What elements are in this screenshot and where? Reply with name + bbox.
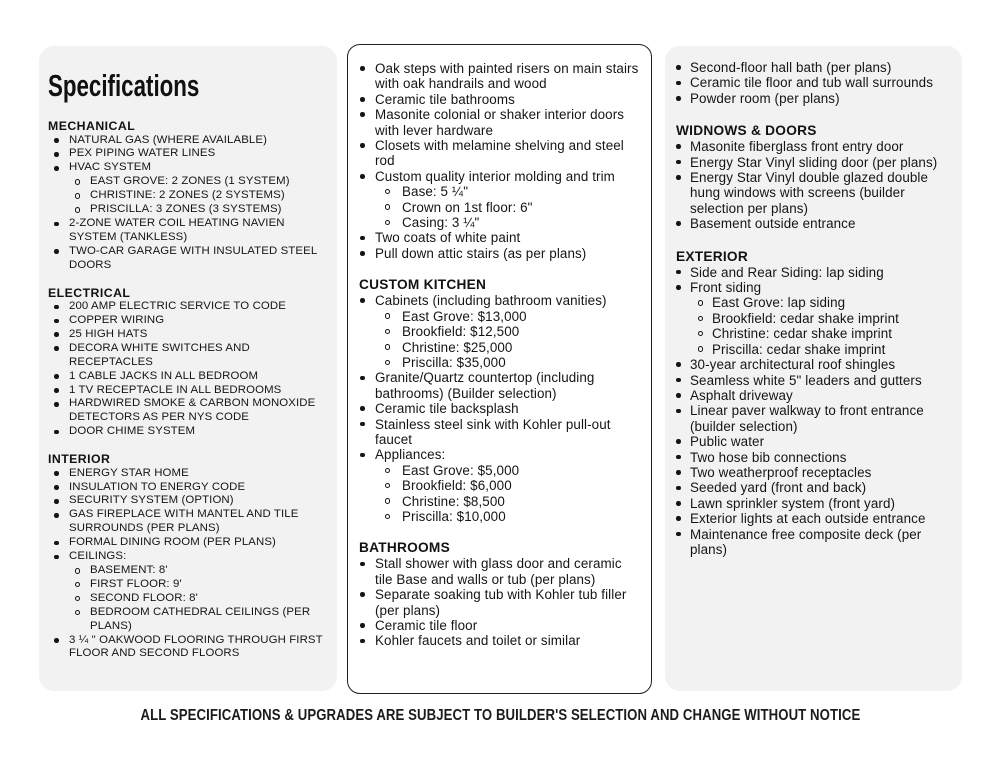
sub-bullet-icon <box>75 175 90 185</box>
sub-list-item <box>48 189 333 203</box>
bullet-icon <box>48 217 69 226</box>
list-item <box>676 216 957 231</box>
bullet-icon <box>359 618 375 628</box>
list-item <box>48 300 333 314</box>
list-item-text: Pull down attic stairs (as per plans) <box>375 245 587 261</box>
list-item-text: 30-year architectural roof shingles <box>690 357 896 373</box>
list-item-text: Energy Star Vinyl sliding door (per plans) <box>690 154 938 170</box>
sub-bullet-icon <box>385 355 402 365</box>
list-item <box>48 134 333 148</box>
sub-list-item <box>359 340 642 355</box>
sub-list-item <box>359 309 642 324</box>
bullet-icon <box>359 61 375 71</box>
list-item-text: Lawn sprinkler system (front yard) <box>690 495 896 511</box>
bullet-icon <box>359 370 375 380</box>
sub-bullet-icon <box>385 184 402 194</box>
list-item <box>676 388 957 403</box>
list-item-text: Base: 5 ¼" <box>402 184 469 200</box>
list-item <box>359 138 642 169</box>
list-item-text: Ceramic tile bathrooms <box>375 91 515 107</box>
bullet-icon <box>359 447 375 457</box>
bullet-icon <box>48 370 69 379</box>
bullet-icon <box>676 434 690 444</box>
list-item <box>359 169 642 184</box>
footer-disclaimer <box>0 707 1000 725</box>
list-item-text: Public water <box>690 434 765 450</box>
sub-list-item <box>676 311 957 326</box>
list-item-text: Asphalt driveway <box>690 387 793 403</box>
section <box>359 61 642 261</box>
list-item <box>48 397 333 425</box>
bullet-icon <box>676 527 690 537</box>
sub-list-item <box>48 592 333 606</box>
bullet-icon <box>676 91 690 101</box>
list-item-text: Separate soaking tub with Kohler tub filler (per plans) <box>375 587 627 618</box>
list-item <box>359 587 642 618</box>
bullet-icon <box>48 134 69 143</box>
list-item-text: 1 CABLE JACKS IN ALL BEDROOM <box>69 369 259 382</box>
list-item-text: DECORA WHITE SWITCHES AND RECEPTACLES <box>69 341 250 368</box>
section <box>48 119 333 273</box>
list-item-text: Second-floor hall bath (per plans) <box>690 60 892 75</box>
bullet-icon <box>359 556 375 566</box>
bullet-icon <box>48 384 69 393</box>
list-item-text: 200 AMP ELECTRIC SERVICE TO CODE <box>69 300 286 313</box>
list-item <box>676 155 957 170</box>
list-item <box>359 401 642 416</box>
list-item-text: Stall shower with glass door and ceramic tile Base and walls or tub (per plans) <box>375 556 622 587</box>
list-item-text: Seeded yard (front and back) <box>690 480 867 496</box>
bullet-icon <box>48 550 69 559</box>
list-item <box>676 280 957 295</box>
list-item <box>359 107 642 138</box>
bullet-icon <box>48 314 69 323</box>
page-title: Specifications <box>48 68 200 103</box>
sub-bullet-icon <box>698 295 712 305</box>
list-item-text: TWO-CAR GARAGE WITH INSULATED STEEL DOORS <box>69 244 317 271</box>
bullet-list <box>48 467 333 662</box>
section-header: EXTERIOR <box>676 248 748 264</box>
list-item <box>359 633 642 648</box>
bullet-icon <box>676 373 690 383</box>
section-header: WIDNOWS & DOORS <box>676 123 817 139</box>
list-item-text: Energy Star Vinyl double glazed double hung windows with screens (builder selection per plans) <box>690 170 929 216</box>
list-item <box>359 370 642 401</box>
list-item <box>676 60 957 75</box>
list-item-text: NATURAL GAS (WHERE AVAILABLE) <box>69 133 268 146</box>
list-item-text: GAS FIREPLACE WITH MANTEL AND TILE SURROUNDS (PER PLANS) <box>69 508 299 535</box>
list-item-text: Brookfield: $6,000 <box>402 478 512 494</box>
list-item-text: Custom quality interior molding and trim <box>375 168 615 184</box>
bullet-icon <box>359 246 375 256</box>
bullet-icon <box>48 536 69 545</box>
sub-list-item <box>359 184 642 199</box>
section-header: CUSTOM KITCHEN <box>359 277 487 293</box>
list-item <box>48 550 333 564</box>
sub-list-item <box>48 203 333 217</box>
list-item-text: CHRISTINE: 2 ZONES (2 SYSTEMS) <box>90 189 285 202</box>
list-item-text: COPPER WIRING <box>69 313 165 326</box>
section-header: BATHROOMS <box>359 540 450 556</box>
list-item <box>48 314 333 328</box>
bullet-icon <box>676 465 690 475</box>
list-item <box>676 511 957 526</box>
list-item-text: East Grove: $5,000 <box>402 462 520 478</box>
bullet-icon <box>676 388 690 398</box>
list-item <box>48 481 333 495</box>
list-item-text: Stainless steel sink with Kohler pull-out faucet <box>375 416 611 447</box>
list-item-text: DOOR CHIME SYSTEM <box>69 425 196 438</box>
bullet-icon <box>48 328 69 337</box>
bullet-list <box>359 293 642 524</box>
sub-list-item <box>676 295 957 310</box>
sub-bullet-icon <box>75 578 90 588</box>
list-item-text: Two weatherproof receptacles <box>690 464 872 480</box>
list-item <box>48 161 333 175</box>
sub-bullet-icon <box>698 326 712 336</box>
list-item <box>676 75 957 90</box>
list-item <box>359 61 642 92</box>
sub-list-item <box>359 200 642 215</box>
sub-list-item <box>359 463 642 478</box>
list-item <box>359 293 642 308</box>
list-item-text: Maintenance free composite deck (per plans) <box>690 526 922 557</box>
list-item <box>48 217 333 245</box>
list-item <box>48 634 333 662</box>
list-item <box>676 91 957 106</box>
list-item-text: Priscilla: $10,000 <box>402 508 506 524</box>
sub-list-item <box>359 355 642 370</box>
bullet-icon <box>359 92 375 102</box>
list-item <box>48 425 333 439</box>
bullet-icon <box>359 138 375 148</box>
sub-list-item <box>359 494 642 509</box>
list-item-text: Two coats of white paint <box>375 230 521 246</box>
bullet-icon <box>48 508 69 517</box>
sub-bullet-icon <box>75 592 90 602</box>
list-item-text: Kohler faucets and toilet or similar <box>375 633 581 649</box>
list-item-text: 3 ¼ " OAKWOOD FLOORING THROUGH FIRST FLOOR AND SECOND FLOORS <box>69 633 323 660</box>
bullet-list <box>359 556 642 648</box>
list-item <box>676 139 957 154</box>
bullet-icon <box>676 511 690 521</box>
bullet-list <box>48 300 333 439</box>
footer-disclaimer-text: ALL SPECIFICATIONS & UPGRADES ARE SUBJECT TO BUILDER'S SELECTION AND CHANGE WITHOUT NOTICE <box>140 707 860 724</box>
list-item-text: PRISCILLA: 3 ZONES (3 SYSTEMS) <box>90 203 282 216</box>
list-item-text: HARDWIRED SMOKE & CARBON MONOXIDE DETECTORS AS PER NYS CODE <box>69 397 316 424</box>
bullet-icon <box>359 230 375 240</box>
section-header: MECHANICAL <box>48 119 136 133</box>
list-item-text: Casing: 3 ¼" <box>402 215 480 231</box>
section <box>48 286 333 440</box>
list-item <box>359 230 642 245</box>
sub-list-item <box>48 175 333 189</box>
list-item <box>48 328 333 342</box>
list-item-text: Linear paver walkway to front entrance (builder selection) <box>690 403 924 434</box>
list-item <box>676 527 957 558</box>
sub-list-item <box>359 509 642 524</box>
list-item-text: Oak steps with painted risers on main stairs with oak handrails and wood <box>375 61 639 92</box>
bullet-icon <box>359 169 375 179</box>
list-item-text: ENERGY STAR HOME <box>69 466 189 479</box>
list-item <box>359 447 642 462</box>
list-item <box>676 170 957 216</box>
list-item <box>48 147 333 161</box>
list-item-text: Christine: $8,500 <box>402 493 505 509</box>
list-item-text: SECOND FLOOR: 8' <box>90 591 198 604</box>
section-header: ELECTRICAL <box>48 285 131 300</box>
list-item-text: HVAC SYSTEM <box>69 161 152 174</box>
list-item-text: Closets with melamine shelving and steel rod <box>375 138 624 169</box>
bullet-icon <box>48 161 69 170</box>
list-item-text: INSULATION TO ENERGY CODE <box>69 480 246 493</box>
sub-bullet-icon <box>385 463 402 473</box>
sub-bullet-icon <box>385 324 402 334</box>
sub-bullet-icon <box>385 215 402 225</box>
right-panel <box>665 46 962 691</box>
list-item <box>48 384 333 398</box>
bullet-icon <box>48 481 69 490</box>
sub-bullet-icon <box>75 606 90 616</box>
list-item <box>48 245 333 273</box>
list-item <box>676 373 957 388</box>
sub-bullet-icon <box>385 494 402 504</box>
list-item-text: Brookfield: $12,500 <box>402 324 520 340</box>
list-item <box>676 465 957 480</box>
bullet-icon <box>676 496 690 506</box>
list-item <box>48 370 333 384</box>
section <box>359 540 642 648</box>
list-item-text: 25 HIGH HATS <box>69 327 148 340</box>
list-item-text: Seamless white 5" leaders and gutters <box>690 372 922 388</box>
list-item <box>676 403 957 434</box>
bullet-icon <box>48 494 69 503</box>
list-item <box>359 556 642 587</box>
sub-list-item <box>359 324 642 339</box>
bullet-icon <box>48 245 69 254</box>
section <box>676 249 957 558</box>
list-item-text: Side and Rear Siding: lap siding <box>690 264 884 280</box>
bullet-icon <box>676 60 690 70</box>
sub-bullet-icon <box>385 200 402 210</box>
bullet-icon <box>676 216 690 226</box>
bullet-icon <box>48 467 69 476</box>
middle-panel <box>347 44 652 694</box>
bullet-icon <box>676 75 690 85</box>
list-item-text: Appliances: <box>375 447 446 463</box>
list-item-text: BEDROOM CATHEDRAL CEILINGS (PER PLANS) <box>90 605 311 632</box>
list-item-text: SECURITY SYSTEM (OPTION) <box>69 494 234 507</box>
list-item-text: 1 TV RECEPTACLE IN ALL BEDROOMS <box>69 383 282 396</box>
list-item <box>676 496 957 511</box>
bullet-icon <box>48 147 69 156</box>
bullet-icon <box>48 634 69 643</box>
sub-list-item <box>48 606 333 634</box>
list-item-text: FIRST FLOOR: 9' <box>90 577 182 590</box>
list-item-text: Brookfield: cedar shake imprint <box>712 310 899 326</box>
sub-bullet-icon <box>75 189 90 199</box>
bullet-icon <box>676 357 690 367</box>
bullet-icon <box>48 425 69 434</box>
left-panel <box>39 46 337 691</box>
bullet-icon <box>676 265 690 275</box>
list-item-text: Powder room (per plans) <box>690 90 840 106</box>
list-item-text: 2-ZONE WATER COIL HEATING NAVIEN SYSTEM (TANKLESS) <box>69 216 285 243</box>
section <box>48 452 333 661</box>
bullet-icon <box>48 342 69 351</box>
sub-bullet-icon <box>698 311 712 321</box>
list-item-text: Ceramic tile floor <box>375 618 478 633</box>
list-item <box>48 342 333 370</box>
bullet-list <box>676 60 957 106</box>
bullet-list <box>676 265 957 558</box>
section <box>676 60 957 106</box>
bullet-icon <box>676 403 690 413</box>
sub-list-item <box>676 326 957 341</box>
bullet-list <box>676 139 957 231</box>
sub-list-item <box>48 564 333 578</box>
bullet-icon <box>676 280 690 290</box>
list-item <box>48 508 333 536</box>
bullet-icon <box>676 170 690 180</box>
list-item-text: East Grove: $13,000 <box>402 308 527 324</box>
list-item <box>676 357 957 372</box>
list-item-text: Crown on 1st floor: 6" <box>402 199 533 215</box>
bullet-icon <box>48 300 69 309</box>
list-item-text: EAST GROVE: 2 ZONES (1 SYSTEM) <box>90 175 290 188</box>
sub-bullet-icon <box>698 342 712 352</box>
list-item-text: Priscilla: $35,000 <box>402 354 506 370</box>
list-item-text: FORMAL DINING ROOM (PER PLANS) <box>69 536 276 549</box>
list-item <box>676 265 957 280</box>
list-item <box>48 494 333 508</box>
bullet-icon <box>359 401 375 411</box>
bullet-icon <box>359 633 375 643</box>
section <box>359 277 642 524</box>
list-item-text: BASEMENT: 8' <box>90 563 168 576</box>
list-item-text: Cabinets (including bathroom vanities) <box>375 293 607 309</box>
list-item-text: Ceramic tile floor and tub wall surrounds <box>690 75 934 91</box>
sub-list-item <box>359 478 642 493</box>
list-item-text: Exterior lights at each outside entrance <box>690 511 926 527</box>
sub-bullet-icon <box>75 564 90 574</box>
list-item-text: Masonite fiberglass front entry door <box>690 139 904 155</box>
list-item <box>359 618 642 633</box>
sub-list-item <box>359 215 642 230</box>
sub-bullet-icon <box>75 203 90 213</box>
list-item <box>359 246 642 261</box>
sub-list-item <box>676 342 957 357</box>
bullet-icon <box>359 293 375 303</box>
bullet-icon <box>676 139 690 149</box>
list-item <box>48 536 333 550</box>
list-item <box>359 92 642 107</box>
sub-bullet-icon <box>385 509 402 519</box>
bullet-icon <box>359 107 375 117</box>
bullet-list <box>48 134 333 273</box>
list-item-text: Ceramic tile backsplash <box>375 401 519 417</box>
list-item-text: Masonite colonial or shaker interior doors with lever hardware <box>375 107 625 138</box>
bullet-list <box>359 61 642 261</box>
list-item <box>676 450 957 465</box>
bullet-icon <box>676 450 690 460</box>
section-header: INTERIOR <box>48 452 111 467</box>
list-item-text: Christine: cedar shake imprint <box>712 326 893 342</box>
sub-bullet-icon <box>385 309 402 319</box>
list-item-text: Two hose bib connections <box>690 449 847 465</box>
sub-list-item <box>48 578 333 592</box>
sub-bullet-icon <box>385 478 402 488</box>
section <box>676 123 957 231</box>
list-item <box>48 467 333 481</box>
list-item <box>676 434 957 449</box>
bullet-icon <box>676 155 690 165</box>
list-item-text: Priscilla: cedar shake imprint <box>712 341 886 357</box>
list-item-text: Basement outside entrance <box>690 216 856 232</box>
list-item <box>676 480 957 495</box>
list-item-text: Granite/Quartz countertop (including bathrooms) (Builder selection) <box>375 370 595 401</box>
list-item-text: Christine: $25,000 <box>402 339 513 355</box>
bullet-icon <box>676 480 690 490</box>
list-item-text: PEX PIPING WATER LINES <box>69 147 216 160</box>
list-item-text: East Grove: lap siding <box>712 295 846 311</box>
sub-bullet-icon <box>385 340 402 350</box>
list-item-text: CEILINGS: <box>69 550 127 563</box>
list-item-text: Front siding <box>690 280 762 296</box>
bullet-icon <box>359 587 375 597</box>
bullet-icon <box>359 417 375 427</box>
list-item <box>359 417 642 448</box>
bullet-icon <box>48 397 69 406</box>
